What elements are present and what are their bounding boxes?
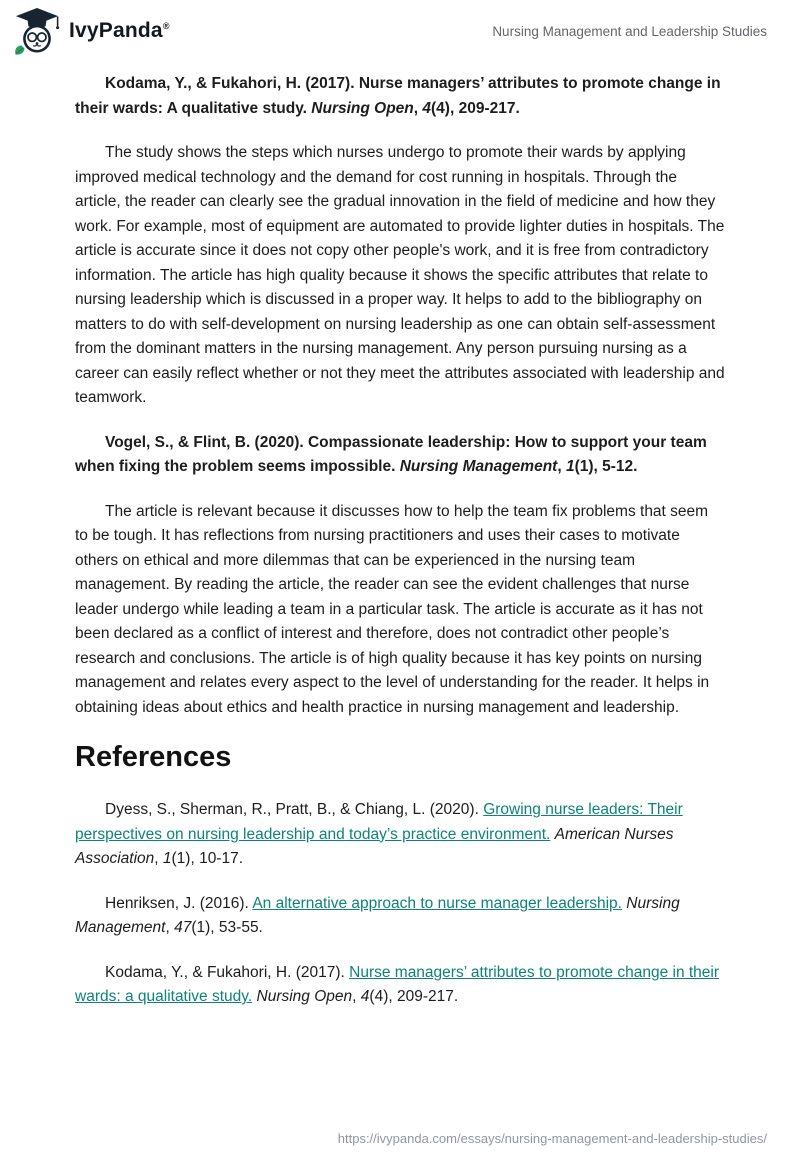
text-segment: (1), 53-55.: [191, 919, 263, 936]
reference-entry-kodama: [75, 961, 725, 1010]
text-segment: ,: [413, 99, 423, 117]
citation-vogel: [75, 431, 725, 480]
text-segment: Kodama, Y., & Fukahori, H. (2017).: [105, 963, 350, 981]
ivypanda-panda-icon: [14, 6, 60, 56]
document-content: [75, 72, 725, 1030]
reference-link[interactable]: Nurse managers’ attributes to promote change in their wards: a qualitative study.: [75, 963, 720, 1005]
text-segment: (1), 5-12.: [574, 458, 638, 475]
source-url[interactable]: https://ivypanda.com/essays/nursing-management-and-leadership-studies/: [337, 1131, 767, 1146]
text-segment: The study shows the steps which nurses undergo to promote their wards by applying improved medical technology and the demand for cost running in hospitals. Through the article, the reader can clearly see the gradual innovation in the field of medicine and how they work. For example, most of equipment are automated to provide lighter duties in hospitals. The article is accurate since it does not copy other people's work, and it is free from contradictory information. The article has high quality because it shows the specific attributes that relate to nursing leadership which is discussed in a proper way. It helps to add to the bibliography on matters to do with self-development on nursing leadership as one can obtain self-assessment from the dominant matters in the nursing management. Any person pursuing nursing as a career can easily reflect whether or not they meet the attributes associated with leadership and teamwork.: [75, 144, 725, 406]
text-segment: Dyess, S., Sherman, R., Pratt, B., & Chiang, L. (2020).: [105, 801, 484, 818]
text-segment: Nursing Management: [399, 458, 558, 475]
text-segment: (1), 10-17.: [171, 850, 244, 867]
page-footer: [338, 1130, 767, 1148]
references-heading: References: [75, 741, 232, 773]
text-segment: Nursing Open: [311, 99, 414, 117]
text-segment: Henriksen, J. (2016).: [105, 894, 253, 912]
text-segment: Vogel, S., & Flint, B. (2020). Compassionate leadership: How to support your team when fixing the problem seems impossible.: [75, 433, 707, 475]
text-segment: 47: [174, 919, 192, 936]
text-segment: Kodama, Y., & Fukahori, H. (2017). Nurse managers’ attributes to promote change in their wards: A qualitative study.: [75, 75, 721, 117]
annotation-paragraph-kodama: [75, 141, 725, 411]
text-segment: The article is relevant because it discusses how to help the team fix problems that seem to be tough. It has reflections from nursing practitioners and uses their cases to motivate others on ethical and more dilemmas that can be experienced in the nursing team management. By reading the article, the reader can see the evident challenges that nurse leader undergo while leading a team in a particular task. The article is accurate as it has not been declared as a conflict of interest and therefore, does not contradict other people’s research and conclusions. The article is of high quality because it has key points on nursing management and relates every aspect to the level of understanding for the reader. It helps in obtaining ideas about ethics and health practice in nursing management and leadership.: [75, 502, 710, 716]
brand-name: [69, 19, 170, 43]
annotation-paragraph-vogel: [75, 500, 725, 721]
text-segment: 4: [360, 988, 370, 1005]
text-segment: ,: [352, 988, 361, 1005]
ivypanda-logo[interactable]: [14, 6, 170, 56]
text-segment: 1: [162, 850, 172, 867]
brand-name-text: IvyPanda: [69, 19, 163, 42]
text-segment: ,: [154, 850, 163, 867]
text-segment: 4: [422, 99, 432, 117]
page-header: [0, 0, 800, 62]
registered-trademark-mark: ®: [162, 21, 170, 31]
document-title: Nursing Management and Leadership Studies: [492, 23, 767, 39]
citation-kodama: [75, 72, 725, 121]
text-segment: (4), 209-217.: [369, 988, 459, 1005]
text-segment: 1: [565, 458, 575, 475]
text-segment: ,: [165, 919, 175, 936]
text-segment: Nursing Management: [75, 894, 680, 936]
text-segment: (4), 209-217.: [431, 99, 520, 117]
reference-link[interactable]: Growing nurse leaders: Their perspectives on nursing leadership and today’s practice environment.: [75, 801, 683, 843]
text-segment: Nursing Open: [256, 988, 353, 1005]
text-segment: American Nurses Association: [75, 825, 674, 867]
reference-entry-henriksen: [75, 892, 725, 941]
reference-link[interactable]: An alternative approach to nurse manager leadership.: [252, 894, 622, 912]
text-segment: ,: [557, 458, 566, 475]
reference-entry-dyess: [75, 798, 725, 872]
